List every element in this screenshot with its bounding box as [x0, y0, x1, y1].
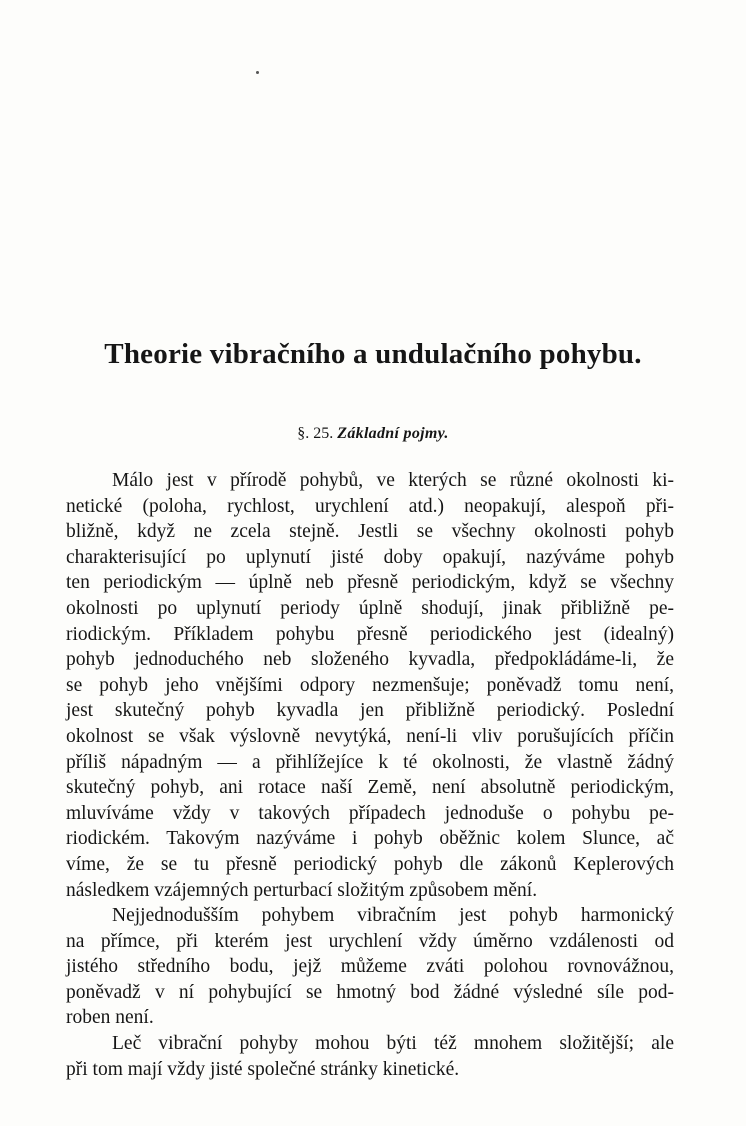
section-number: §. 25. — [297, 425, 334, 442]
text-line: riodickém. Takovým nazýváme i pohyb oběžnic kolem Slunce, ač — [66, 828, 674, 850]
section-name: Základní pojmy. — [337, 425, 449, 442]
print-speck — [256, 71, 259, 74]
text-line: na přímce, při kterém jest urychlení vždy úměrno vzdálenosti od — [66, 930, 674, 952]
paragraph-1 — [66, 468, 674, 903]
text-line: Leč vibrační pohyby mohou býti též mnohem složitější; ale — [112, 1033, 674, 1055]
text-line: pohyb jednoduchého neb složeného kyvadla, předpokládáme-li, že — [66, 649, 674, 671]
text-line: Nejjednodušším pohybem vibračním jest pohyb harmonický — [112, 905, 674, 927]
text-line: poněvadž v ní pohybující se hmotný bod žádné výsledné síle pod- — [66, 981, 674, 1003]
paragraph-3 — [66, 1031, 674, 1082]
text-line: následkem vzájemných perturbací složitým způsobem mění. — [66, 879, 538, 901]
text-line: okolnosti po uplynutí periody úplně shodují, jinak přibližně pe- — [66, 597, 674, 619]
text-line: se pohyb jeho vnějšími odpory nezmenšuje; poněvadž tomu není, — [66, 674, 674, 696]
text-line: okolnost se však výslovně nevytýká, není-li vliv porušujících příčin — [66, 725, 674, 747]
text-line: Málo jest v přírodě pohybů, ve kterých se různé okolnosti ki- — [112, 470, 674, 491]
text-line: riodickým. Příkladem pohybu přesně periodického jest (idealný) — [66, 623, 674, 645]
text-line: skutečný pohyb, ani rotace naší Země, není absolutně periodickým, — [66, 777, 674, 799]
text-line: roben není. — [66, 1007, 154, 1029]
section-heading — [0, 425, 746, 443]
body-text — [66, 468, 674, 1082]
text-line: netické (poloha, rychlost, urychlení atd.) neopakují, alespoň při- — [66, 495, 674, 517]
text-line: příliš nápadným — a přihlížejíce k té okolnosti, že vlastně žádný — [66, 751, 674, 773]
text-line: charakterisující po uplynutí jisté doby opakují, nazýváme pohyb — [66, 546, 674, 568]
text-line: mluvíváme vždy v takových případech jednoduše o pohybu pe- — [66, 802, 674, 824]
text-line: jest skutečný pohyb kyvadla jen přibližně periodický. Poslední — [66, 700, 674, 722]
chapter-title: Theorie vibračního a undulačního pohybu. — [104, 338, 642, 370]
text-line: bližně, když ne zcela stejně. Jestli se všechny okolnosti pohyb — [66, 521, 674, 543]
text-line: víme, že se tu přesně periodický pohyb dle zákonů Keplerových — [66, 853, 674, 875]
text-line: jistého středního bodu, jejž můžeme zváti polohou rovnovážnou, — [66, 956, 674, 978]
paragraph-2 — [66, 903, 674, 1031]
text-line: při tom mají vždy jisté společné stránky kinetické. — [66, 1058, 460, 1080]
text-line: ten periodickým — úplně neb přesně periodickým, když se všechny — [66, 572, 674, 594]
